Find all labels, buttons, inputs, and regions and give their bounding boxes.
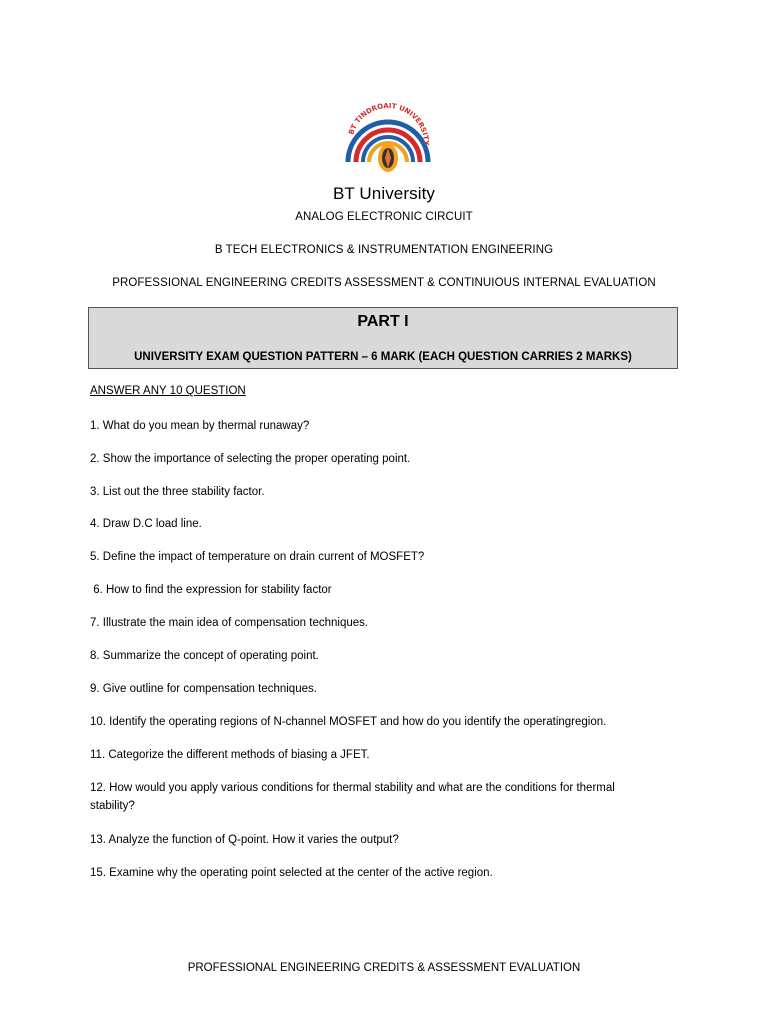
- question-item: 11. Categorize the different methods of biasing a JFET.: [90, 749, 370, 761]
- university-name: BT University: [332, 184, 436, 203]
- question-item: 3. List out the three stability factor.: [90, 486, 265, 498]
- question-item: 2. Show the importance of selecting the proper operating point.: [90, 453, 411, 465]
- question-item: 15. Examine why the operating point selected at the center of the active region.: [90, 867, 493, 879]
- page-footer: PROFESSIONAL ENGINEERING CREDITS & ASSESSMENT EVALUATION: [187, 962, 581, 974]
- svg-text:BT TINDROAIT UNIVERSITY: BT TINDROAIT UNIVERSITY: [347, 101, 431, 146]
- question-item: 10. Identify the operating regions of N-channel MOSFET and how do you identify the operatingregion.: [90, 716, 607, 728]
- assessment-name: PROFESSIONAL ENGINEERING CREDITS ASSESSMENT & CONTINUIOUS INTERNAL EVALUATION: [112, 277, 656, 289]
- program-name: B TECH ELECTRONICS & INSTRUMENTATION ENGINEERING: [214, 244, 554, 256]
- part-header-box: [88, 307, 678, 369]
- question-item: 6. How to find the expression for stability factor: [90, 584, 332, 596]
- question-item: 12. How would you apply various conditions for thermal stability and what are the conditions for thermal stability?: [90, 782, 615, 812]
- part-subtitle: UNIVERSITY EXAM QUESTION PATTERN – 6 MARK (EACH QUESTION CARRIES 2 MARKS): [134, 351, 632, 363]
- question-item: 1. What do you mean by thermal runaway?: [90, 420, 310, 432]
- part-title: PART I: [357, 313, 409, 330]
- instruction-text: ANSWER ANY 10 QUESTION: [90, 385, 246, 397]
- question-item: 9. Give outline for compensation techniques.: [90, 683, 317, 695]
- question-item: 13. Analyze the function of Q-point. How it varies the output?: [90, 834, 399, 846]
- question-item: 4. Draw D.C load line.: [90, 518, 202, 530]
- question-item: 5. Define the impact of temperature on drain current of MOSFET?: [90, 551, 425, 563]
- question-item: 8. Summarize the concept of operating point.: [90, 650, 319, 662]
- university-logo-icon: [338, 92, 438, 182]
- question-item: 7. Illustrate the main idea of compensation techniques.: [90, 617, 369, 629]
- course-name: ANALOG ELECTRONIC CIRCUIT: [295, 211, 473, 223]
